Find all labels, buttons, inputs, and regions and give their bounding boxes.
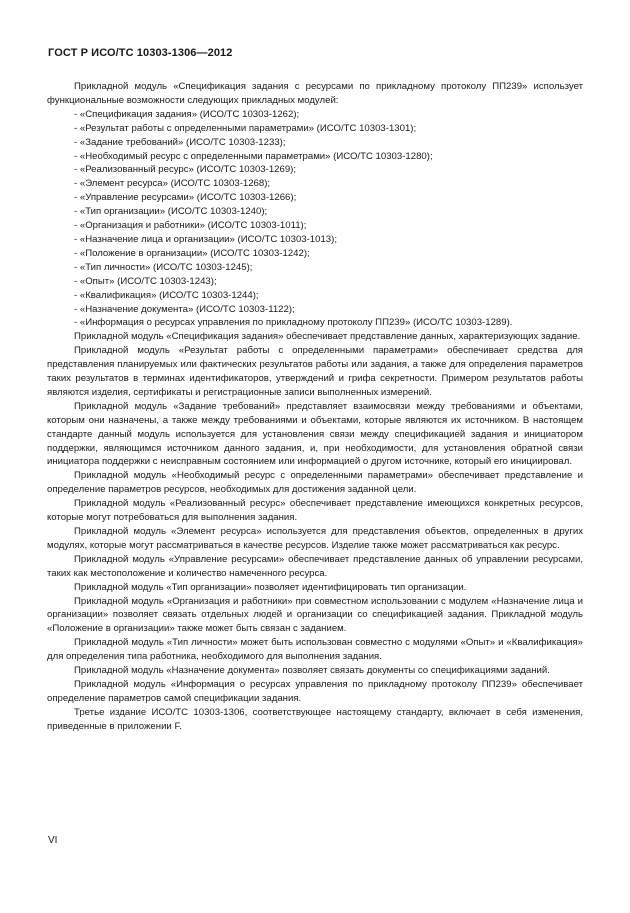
body-paragraph: Прикладной модуль «Элемент ресурса» используется для представления объектов, определенных в других модулях, которые могут рассматриваться в качестве ресурсов. Изделие также может рассматриваться как ресурс. [47,526,583,551]
body-paragraph: Прикладной модуль «Спецификация задания» обеспечивает представление данных, характеризующих задание. [74,331,581,343]
list-item: - «Тип организации» (ИСО/ТС 10303-1240); [74,206,268,218]
list-item: - «Информация о ресурсах управления по прикладному протоколу ПП239» (ИСО/ТС 10303-1289). [74,317,513,329]
body-paragraph: Прикладной модуль «Результат работы с определенными параметрами» обеспечивает средства для представления планируемых или фактических результатов работы или задания, а также для определения параметров таких результатов в терминах идентификаторов, утверждений и грифа секретности. Примером результатов работы являются изделия, сертификаты и регистрационные записи выполненных измерений. [47,345,583,398]
list-item: - «Назначение лица и организации» (ИСО/ТС 10303-1013); [74,233,338,245]
list-item: - «Спецификация задания» (ИСО/ТС 10303-1262); [74,108,300,120]
body-paragraph: Прикладной модуль «Управление ресурсами» обеспечивает представление данных об управлении ресурсами, таких как местоположение и количество намеченного ресурса. [47,553,583,579]
list-item: - «Тип личности» (ИСО/ТС 10303-1245); [74,261,253,273]
list-item: - «Задание требований» (ИСО/ТС 10303-1233); [74,136,286,148]
standard-header: ГОСТ Р ИСО/ТС 10303-1306—2012 [48,47,233,59]
list-item: - «Организация и работники» (ИСО/ТС 10303-1011); [74,220,307,232]
body-paragraph: Прикладной модуль «Тип организации» позволяет идентифицировать тип организации. [74,581,467,593]
module-list [47,108,583,331]
body-paragraph: Прикладной модуль «Назначение документа» позволяет связать документы со спецификациями заданий. [74,665,550,677]
page-number: VI [48,835,58,846]
body-paragraph: Прикладной модуль «Тип личности» может быть использован совместно с модулями «Опыт» и «Квалификация» для определения типа работника, необходимого для выполнения задания. [47,637,583,663]
list-item: - «Реализованный ресурс» (ИСО/ТС 10303-1269); [74,164,297,176]
body-paragraph: Третье издание ИСО/ТС 10303-1306, соответствующее настоящему стандарту, включает в себя изменения, приведенные в приложении F. [47,706,583,732]
body-paragraph: Прикладной модуль «Задание требований» представляет взаимосвязи между требованиями и объектами, которым они назначены, а также между требованиями и объектами, которые являются их источником. В настоящем стандарте данный модуль используется для установления связи между спецификацией задания и инициатором поддержки, являющимся источником данного задания, и, при необходимости, для установления обратной связи инициатора поддержки с неисправным состоянием или информацией о другом источнике, который его инициировал. [47,400,583,468]
body-paragraph: Прикладной модуль «Организация и работники» при совместном использовании с модулем «Назначение лица и организации» позволяет связать отдельных людей и организации со спецификацией задания. Прикладной модуль «Положение в организации» также может быть связан с заданием. [47,595,583,635]
list-item: - «Необходимый ресурс с определенными параметрами» (ИСО/ТС 10303-1280); [74,150,433,162]
list-item: - «Назначение документа» (ИСО/ТС 10303-1122); [74,303,295,315]
list-item: - «Элемент ресурса» (ИСО/ТС 10303-1268); [74,178,271,190]
document-body [47,80,583,734]
intro-paragraph: Прикладной модуль «Спецификация задания с ресурсами по прикладному протоколу ПП239» использует функциональные возможности следующих прикладных модулей: [47,81,583,106]
body-paragraph: Прикладной модуль «Необходимый ресурс с определенными параметрами» обеспечивает представление и определение параметров ресурсов, необходимых для достижения заданной цели. [47,470,583,496]
list-item: - «Квалификация» (ИСО/ТС 10303-1244); [74,289,259,301]
list-item: - «Положение в организации» (ИСО/ТС 10303-1242); [74,247,310,259]
body-paragraph: Прикладной модуль «Реализованный ресурс» обеспечивает представление имеющихся конкретных ресурсов, которые могут потребоваться для выполнения задания. [47,498,583,524]
list-item: - «Результат работы с определенными параметрами» (ИСО/ТС 10303-1301); [74,122,417,134]
list-item: - «Управление ресурсами» (ИСО/ТС 10303-1266); [74,192,297,204]
list-item: - «Опыт» (ИСО/ТС 10303-1243); [74,275,217,287]
body-paragraph: Прикладной модуль «Информация о ресурсах управления по прикладному протоколу ПП239» обеспечивает определение параметров самой спецификации задания. [47,678,583,704]
